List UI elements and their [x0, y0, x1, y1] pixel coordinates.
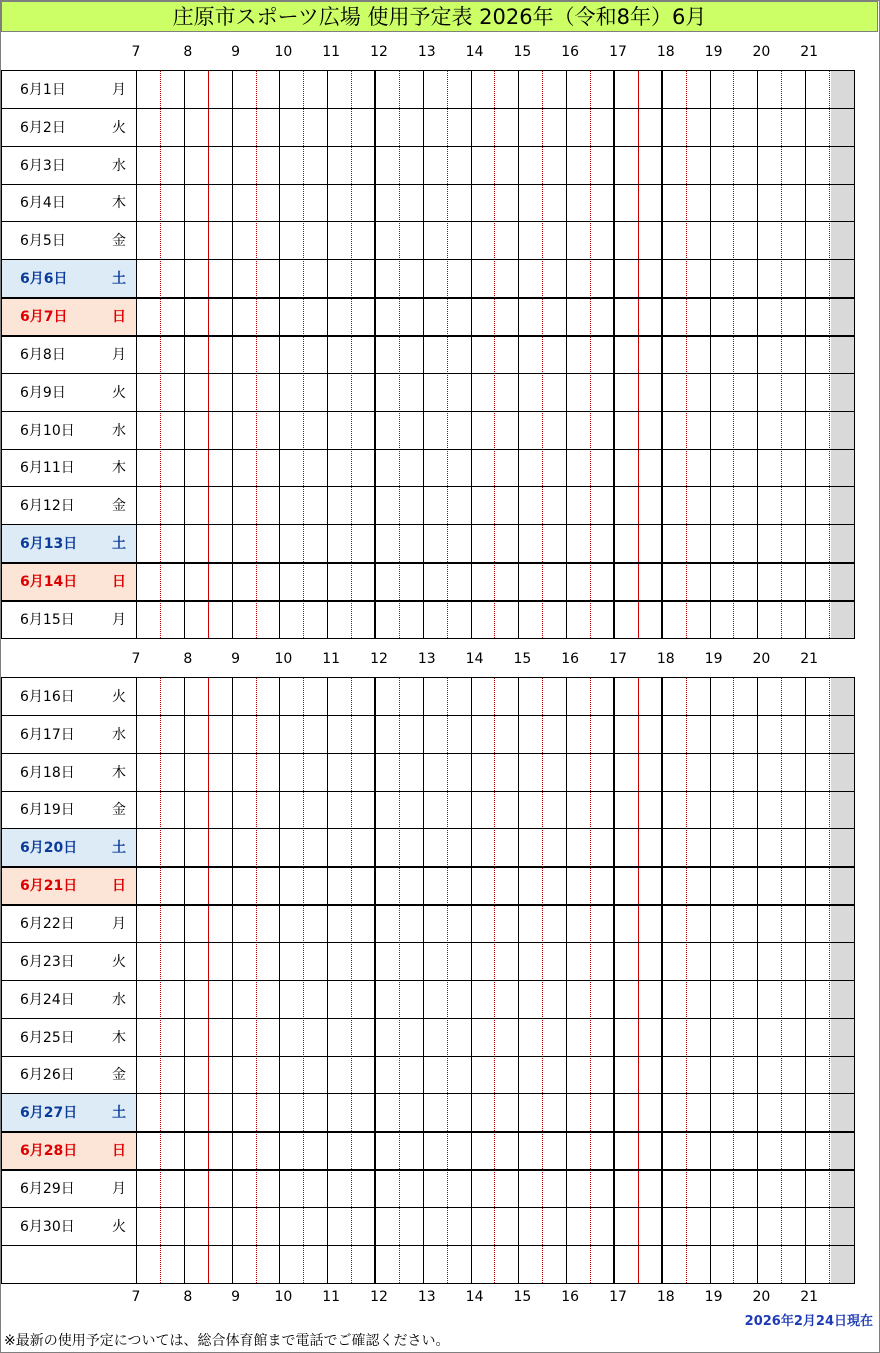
- page-title: 庄原市スポーツ広場 使用予定表 2026年（令和8年）6月: [1, 1, 878, 32]
- day-weekday: 水: [112, 991, 126, 1008]
- hour-label-11: 11: [322, 651, 341, 667]
- day-weekday: 火: [112, 953, 126, 970]
- day-date: 6月15日: [20, 611, 75, 628]
- day-date: 6月6日: [20, 271, 68, 288]
- day-weekday: 土: [112, 840, 126, 857]
- hour-label-17: 17: [609, 651, 627, 667]
- day-date: 6月28日: [20, 1143, 78, 1160]
- hour-label-10: 10: [274, 1289, 293, 1305]
- day-weekday: 火: [112, 119, 126, 136]
- hour-label-18: 18: [656, 651, 675, 667]
- day-date: 6月21日: [20, 878, 78, 895]
- day-weekday: 月: [112, 346, 126, 363]
- day-weekday: 水: [112, 422, 126, 439]
- day-date: 6月19日: [20, 802, 75, 819]
- day-date: 6月12日: [20, 498, 75, 515]
- hour-label-9: 9: [231, 1289, 241, 1305]
- day-date: 6月4日: [20, 195, 66, 212]
- hour-label-13: 13: [417, 651, 436, 667]
- hour-label-9: 9: [231, 44, 241, 60]
- day-date: 6月1日: [20, 81, 66, 98]
- day-weekday: 金: [112, 802, 126, 819]
- day-date: 6月13日: [20, 536, 78, 553]
- day-date: 6月5日: [20, 233, 66, 250]
- day-weekday: 水: [112, 726, 126, 743]
- day-weekday: 日: [112, 309, 126, 326]
- day-weekday: 月: [112, 81, 126, 98]
- hour-label-7: 7: [131, 651, 141, 667]
- hour-label-7: 7: [131, 44, 141, 60]
- hour-label-8: 8: [183, 1289, 193, 1305]
- as-of-date: 2026年2月24日現在: [744, 1314, 873, 1329]
- day-weekday: 土: [112, 1105, 126, 1122]
- day-weekday: 土: [112, 271, 126, 288]
- day-weekday: 金: [112, 233, 126, 250]
- hour-label-14: 14: [465, 1289, 484, 1305]
- hour-label-19: 19: [704, 1289, 723, 1305]
- hour-label-12: 12: [370, 44, 388, 60]
- day-weekday: 水: [112, 157, 126, 174]
- hour-label-20: 20: [752, 651, 771, 667]
- hour-label-13: 13: [417, 44, 436, 60]
- day-date: 6月2日: [20, 119, 66, 136]
- hour-label-13: 13: [417, 1289, 436, 1305]
- hour-label-20: 20: [752, 44, 771, 60]
- hour-label-10: 10: [274, 651, 293, 667]
- hour-label-17: 17: [609, 1289, 627, 1305]
- hour-label-16: 16: [561, 651, 580, 667]
- day-date: 6月7日: [20, 309, 68, 326]
- day-date: 6月29日: [20, 1180, 75, 1197]
- day-weekday: 木: [112, 460, 126, 477]
- day-weekday: 火: [112, 688, 126, 705]
- day-weekday: 日: [112, 573, 126, 590]
- hour-label-21: 21: [800, 651, 819, 667]
- day-date: 6月3日: [20, 157, 66, 174]
- day-weekday: 金: [112, 498, 126, 515]
- hour-label-18: 18: [656, 1289, 675, 1305]
- hour-label-8: 8: [183, 44, 193, 60]
- hour-label-15: 15: [513, 651, 532, 667]
- hour-label-15: 15: [513, 44, 532, 60]
- hour-label-14: 14: [465, 651, 484, 667]
- footer-note: ※最新の使用予定については、総合体育館まで電話でご確認ください。: [4, 1333, 450, 1349]
- hour-label-8: 8: [183, 651, 193, 667]
- hour-label-17: 17: [609, 44, 627, 60]
- day-date: 6月20日: [20, 840, 78, 857]
- day-date: 6月16日: [20, 688, 75, 705]
- day-weekday: 木: [112, 764, 126, 781]
- hour-label-16: 16: [561, 1289, 580, 1305]
- day-weekday: 月: [112, 916, 126, 933]
- day-weekday: 木: [112, 195, 126, 212]
- hour-label-12: 12: [370, 651, 388, 667]
- day-date: 6月8日: [20, 346, 66, 363]
- day-date: 6月25日: [20, 1029, 75, 1046]
- hour-label-21: 21: [800, 1289, 819, 1305]
- hour-label-14: 14: [465, 44, 484, 60]
- day-weekday: 月: [112, 611, 126, 628]
- day-date: 6月18日: [20, 764, 75, 781]
- hour-label-7: 7: [131, 1289, 141, 1305]
- day-weekday: 土: [112, 536, 126, 553]
- day-date: 6月10日: [20, 422, 75, 439]
- day-date: 6月30日: [20, 1218, 75, 1235]
- day-date: 6月26日: [20, 1067, 75, 1084]
- day-weekday: 火: [112, 384, 126, 401]
- hour-label-19: 19: [704, 44, 723, 60]
- hour-label-15: 15: [513, 1289, 532, 1305]
- day-date: 6月17日: [20, 726, 75, 743]
- hour-label-9: 9: [231, 651, 241, 667]
- hour-label-20: 20: [752, 1289, 771, 1305]
- day-weekday: 日: [112, 878, 126, 895]
- day-date: 6月9日: [20, 384, 66, 401]
- day-date: 6月14日: [20, 573, 78, 590]
- hour-label-18: 18: [656, 44, 675, 60]
- hour-label-11: 11: [322, 44, 341, 60]
- day-date: 6月24日: [20, 991, 75, 1008]
- day-date: 6月27日: [20, 1105, 78, 1122]
- hour-label-10: 10: [274, 44, 293, 60]
- day-weekday: 月: [112, 1180, 126, 1197]
- day-weekday: 金: [112, 1067, 126, 1084]
- hour-label-11: 11: [322, 1289, 341, 1305]
- hour-label-16: 16: [561, 44, 580, 60]
- day-date: 6月23日: [20, 953, 75, 970]
- day-weekday: 木: [112, 1029, 126, 1046]
- hour-label-21: 21: [800, 44, 819, 60]
- day-weekday: 日: [112, 1143, 126, 1160]
- hour-label-12: 12: [370, 1289, 388, 1305]
- day-date: 6月22日: [20, 916, 75, 933]
- hour-label-19: 19: [704, 651, 723, 667]
- day-weekday: 火: [112, 1218, 126, 1235]
- day-date: 6月11日: [20, 460, 75, 477]
